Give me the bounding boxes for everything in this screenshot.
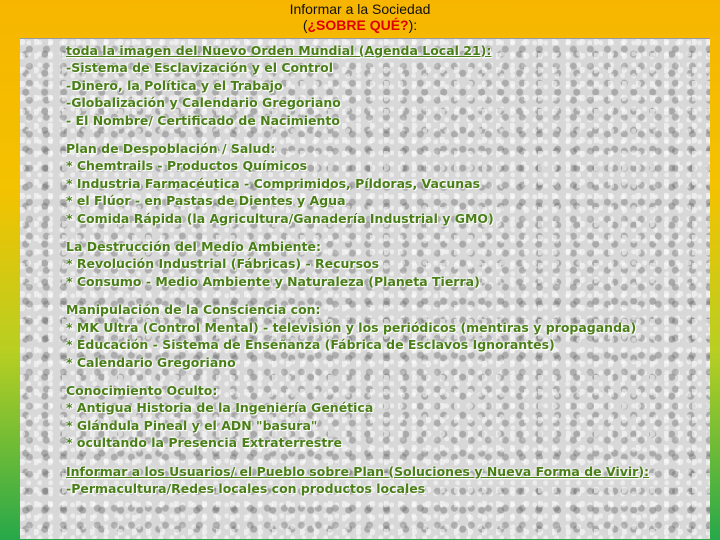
list-item: * Antigua Historia de la Ingeniería Genética (66, 400, 374, 416)
block-heading: Informar a los Usuarios/ el Pueblo sobre Plan (Soluciones y Nueva Forma de Vivir): (66, 463, 650, 479)
list-item: -Sistema de Esclavización y el Control (66, 60, 334, 76)
list-item: * Glándula Pineal y el ADN "basura" (66, 417, 318, 433)
list-item: - El Nombre/ Certificado de Nacimiento (66, 112, 340, 128)
list-item: * el Flúor - en Pastas de Dientes y Agua (66, 193, 346, 209)
block-heading: Conocimiento Oculto: (66, 382, 218, 398)
list-item: * Chemtrails - Productos Químicos (66, 158, 308, 174)
block-heading: Plan de Despoblación / Salud: (66, 141, 276, 157)
slide-content (46, 42, 706, 508)
block-heading: La Destrucción del Medio Ambiente: (66, 239, 321, 255)
list-item: -Permacultura/Redes locales con productos locales (66, 480, 426, 496)
title-paren-open: ( (302, 17, 308, 33)
block-conocimiento (66, 382, 706, 452)
list-item: -Dinero, la Política y el Trabajo (66, 77, 283, 93)
list-item: * Industria Farmacéutica - Comprimidos, Píldoras, Vacunas (66, 175, 481, 191)
list-item: -Globalización y Calendario Gregoriano (66, 95, 341, 111)
list-item: * Calendario Gregoriano (66, 354, 236, 370)
list-item: * Revolución Industrial (Fábricas) - Recursos (66, 256, 380, 272)
title-line-1: Informar a la Sociedad (289, 1, 431, 17)
list-item: * MK Ultra (Control Mental) - televisión y los periódicos (mentiras y propaganda) (66, 319, 637, 335)
list-item: * Educación - Sistema de Enseñanza (Fábrica de Esclavos Ignorantes) (66, 337, 555, 353)
block-despoblacion (66, 140, 706, 227)
block-manipulacion (66, 301, 706, 371)
block-nuevo-orden (66, 42, 706, 129)
list-item: * Comida Rápida (la Agricultura/Ganadería Industrial y GMO) (66, 210, 494, 226)
title-line-2 (0, 17, 720, 33)
block-heading: toda la imagen del Nuevo Orden Mundial (Agenda Local 21): (66, 43, 492, 58)
title-paren-close: ): (408, 17, 418, 33)
block-medio-ambiente (66, 238, 706, 290)
list-item: * ocultando la Presencia Extraterrestre (66, 435, 342, 451)
slide-title (0, 0, 720, 38)
list-item: * Consumo - Medio Ambiente y Naturaleza (Planeta Tierra) (66, 273, 480, 289)
block-heading: Manipulación de la Consciencia con: (66, 302, 321, 318)
title-highlight: ¿SOBRE QUÉ? (307, 17, 409, 33)
block-soluciones (66, 463, 706, 498)
